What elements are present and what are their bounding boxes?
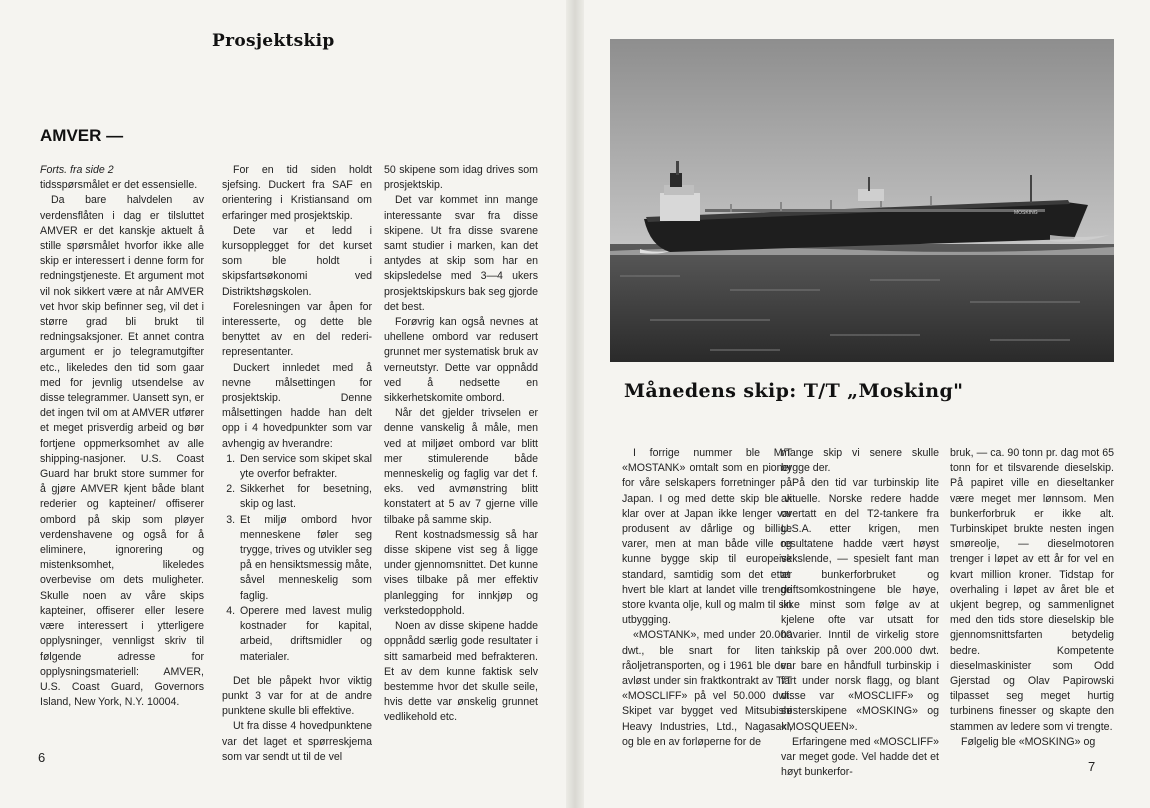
list-item: 1. Den service som skipet skal yte overfor befrakter.	[238, 452, 372, 482]
paragraph: Dete var et ledd i kursopplegget for det kurset som ble holdt i skipsfartsøkonomi ved Distriktshøgskolen.	[222, 224, 372, 298]
paragraph: tidsspørsmålet er det essensielle.	[40, 179, 198, 192]
list-item: 3. Et miljø ombord hvor menneskene føler seg trygge, trives og utvikler seg på en hensiktsmessig måte, såvel menneskelig som faglig.	[238, 513, 372, 604]
spacer	[222, 665, 372, 674]
goals-list	[222, 452, 372, 665]
left-column-3	[384, 163, 538, 726]
paragraph: Noen av disse skipene hadde oppnådd særlig gode resultater i sitt samarbeid med befrakteren. Et av dem kunne faktisk selv bestemme hvor det skulle seile, hvis dette var ønskelig grunnet vedlikehold etc.	[384, 620, 538, 724]
paragraph: Forelesningen var åpen for interesserte, og dette ble benyttet av en del rederi-representanter.	[222, 300, 372, 359]
paragraph: Forøvrig kan også nevnes at uhellene ombord var redusert grunnet mer systematisk bruk av verneutstyr. Dette var oppnådd ved å nedsette en sikkerhetskomite ombord.	[384, 316, 538, 405]
right-page	[584, 0, 1150, 808]
paragraph: Når det gjelder trivselen er denne vanskelig å måle, men ved at miljøet ombord var blitt mer stimulerende både menneskelig og faglig var det f. eks. ved avmønstring blitt konstatert at 5 av 7 gjerne ville tilbake på samme skip.	[384, 407, 538, 526]
paragraph: For en tid siden holdt sjefsing. Duckert fra SAF en orientering i Kristiansand om erfaringer med prosjektskip.	[222, 164, 372, 222]
right-column-3	[950, 446, 1114, 750]
page-number: 7	[1088, 759, 1096, 774]
page-number: 6	[38, 750, 46, 765]
paragraph: Da bare halvdelen av verdensflåten i dag er tilsluttet AMVER er det kanskje aktuelt å stille spørsmålet hvorfor ikke alle skip er interessert i denne form for redningstjeneste. Et argument mot vil nok sikkert være at når AMVER vet hvor skip befinner seg, vil det i større grad bli brukt til redningsaksjoner. Et annet contra argument er jo telegramutgifter etc., likeledes den tid som gaar med for jevnlig utsendelse av disse telegrammer. Uansett syn, er det ingen tvil om at AMVER utfører et meget prisverdig arbeid og bør fortjene oppmerksomhet av alle shipping-nasjoner. U.S. Coast Guard har brukt store summer for å gjøre AMVER kjent både blant rederier og kapteiner/ offiserer ombord på skip som pløyer verdenshavene og også for å eliminere, ignorering og mistenksomhet, likeledes overbevise om dets muligheter. Skulle noen av våre skips kapteiner, offiserer eller lesere være interessert i ytterligere opplysninger, vennligst skriv til følgende adresse for opplysningsmateriell: AMVER, U.S. Coast Guard, Governors Island, New York, N.Y. 10004.	[40, 194, 204, 709]
paragraph: I forrige nummer ble M/T «MOSTANK» omtalt som en pioner for våre selskapers forretninger på Japan. I og med dette skip ble vi klar over at Japan ikke lenger var produsent av dårlige og billige varer, men at man både ville og kunne bygge skip til europeisk standard, samtidig som det etter hvert ble klart at landet ville trenge store kvanta olje, kull og malm til sin utbygging.	[622, 447, 792, 627]
paragraph: Ut fra disse 4 hovedpunktene var det laget et spørreskjema som var sendt ut til de vel	[222, 720, 372, 763]
paragraph: Følgelig ble «MOSKING» og	[961, 735, 1096, 748]
paragraph: Rent kostnadsmessig så har disse skipene vist seg å ligge under gjennomsnittet. Det kunne vises tilbake på mer effektiv planlegging for innkjøp og verkstedopphold.	[384, 528, 538, 617]
list-item: 2. Sikkerhet for besetning, skip og last.	[238, 482, 372, 512]
paragraph: «MOSTANK», med under 20.000 dwt., ble snart for liten i råoljetransporten, og i 1961 ble den avløst under sin fraktkontrakt av T/T «MOSCLIFF» på vel 50.000 dwt. Skipet var bygget ved Mitsubishi Heavy Industries, Ltd., Nagasaki, og ble en av forløperne for de	[622, 629, 792, 748]
paragraph: 50 skipene som idag drives som prosjektskip.	[384, 164, 538, 192]
hull-name: MOSKING	[1014, 210, 1038, 216]
paragraph: Duckert innledet med å nevne målsettingen for prosjektskip. Denne målsettingen hadde han delt opp i 4 hovedpunkter som var avhengig av hverandre:	[222, 361, 372, 450]
amver-section-heading: AMVER —	[40, 126, 124, 145]
paragraph: bruk, — ca. 90 tonn pr. dag mot 65 tonn for et tilsvarende dieselskip. På papiret ville en dieseltanker være meget mer lønnsom. Men bunkerforbruk er ikke alt. Turbinskipet brukte nesten ingen smøreolje, — dieselmotoren trenger i løpet av ett år for vel en kvart million kroner. Tidstap for overhaling i løpet av året ble et ukjent begrep, og sammenlignet med den tids store dieselskip ble gjennomsnittsfarten betydelig bedre. Kompetente dieselmaskinister som Odd Gjerstad og Olav Papirowski tilpasset seg meget hurtig turbinens finesser og skapte den stammen av ledere som vi trengte.	[950, 447, 1114, 733]
tanker-ship-photo	[610, 39, 1114, 362]
right-column-1	[622, 446, 792, 750]
paragraph: På den tid var turbinskip lite aktuelle. Norske redere hadde overtatt en del T2-tankere fra U.S.A. etter krigen, men resultatene hadde vært høyst vekslende, — spesielt fant man at bunkerforbruket og driftsomkostningene ble høye, ikke minst som følge av at kjelene ofte var utsatt for havarier. Inntil de virkelig store tankskip på over 200.000 dwt. var bare en håndfull turbinskip i fart under norsk flagg, og blant disse var «MOSCLIFF» og søsterskipene «MOSKING» og «MOSQUEEN».	[781, 477, 939, 733]
paragraph: Det ble påpekt hvor viktig punkt 3 var for at de andre punktene skulle bli effektive.	[222, 674, 372, 718]
ship-of-month-heading: Månedens skip: T/T „Mosking"	[624, 380, 964, 402]
list-item: 4. Operere med lavest mulig kostnader for kapital, arbeid, driftsmidler og materialer.	[238, 604, 372, 665]
page-top-heading: Prosjektskip	[212, 31, 335, 51]
left-page	[0, 0, 566, 808]
right-column-2	[781, 446, 939, 780]
left-column-1	[40, 163, 204, 710]
paragraph: Erfaringene med «MOSCLIFF» var meget gode. Vel hadde det et høyt bunkerfor-	[781, 735, 939, 779]
page-gutter	[566, 0, 584, 808]
paragraph: mange skip vi senere skulle bygge der.	[781, 447, 939, 475]
paragraph: Det var kommet inn mange interessante svar fra disse skipene. Ut fra disse svarene samt studier i marken, kan det antydes at skip som har en skipsledelse med 3—4 ukers prosjektskipskurs bak seg gjorde det best.	[384, 194, 538, 313]
left-column-2	[222, 163, 372, 765]
continued-note: Forts. fra side 2	[40, 164, 114, 176]
